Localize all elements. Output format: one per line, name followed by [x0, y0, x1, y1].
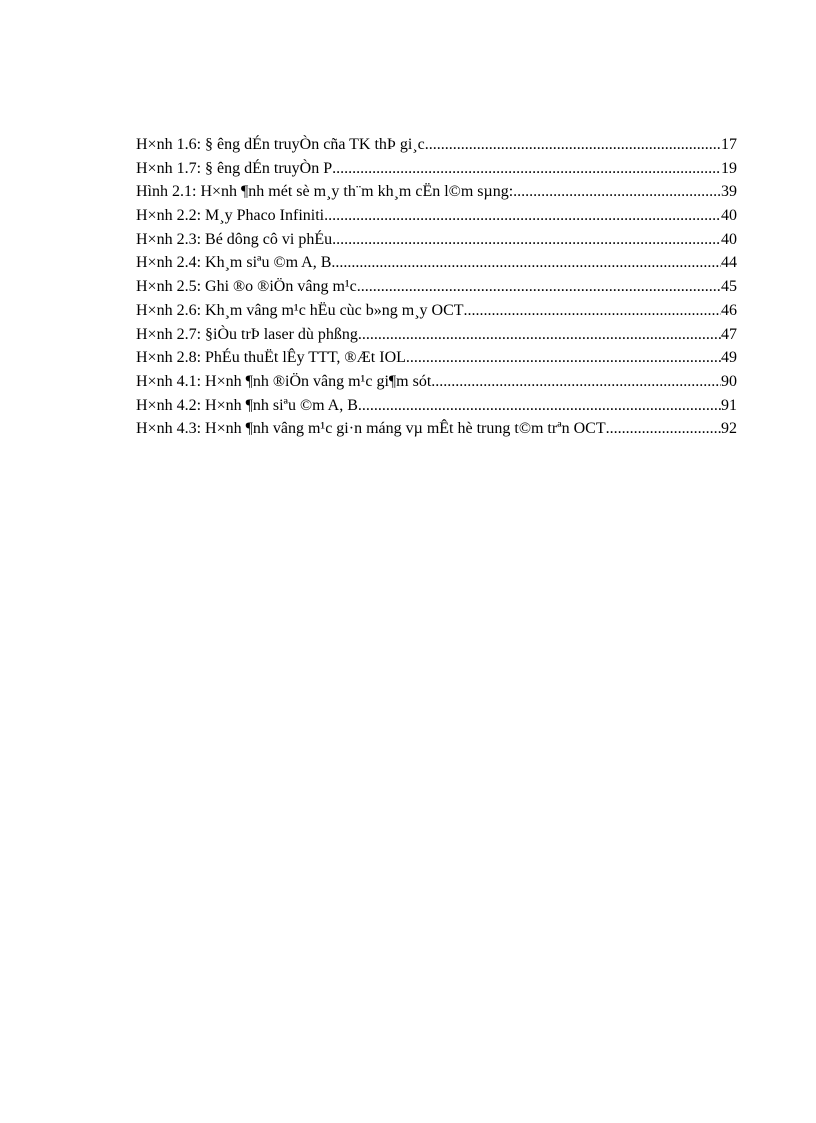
dot-leader	[324, 204, 721, 228]
dot-leader	[331, 251, 721, 275]
figure-page-number: 49	[721, 349, 737, 367]
figure-title: H×nh 2.7: §iÒu trÞ laser dù phßng	[136, 325, 358, 343]
figure-title: H×nh 1.7: § êng dÉn truyÒn P	[136, 159, 333, 177]
figure-page-number: 47	[721, 325, 737, 343]
dot-leader	[425, 133, 721, 157]
dot-leader	[358, 394, 721, 418]
figure-page-number: 92	[721, 420, 737, 438]
figure-entry	[136, 204, 737, 228]
figure-title: H×nh 2.3: Bé dông cô vi phÉu	[136, 230, 333, 248]
figure-entry	[136, 251, 737, 275]
list-of-figures	[136, 133, 737, 441]
figure-page-number: 46	[721, 301, 737, 319]
figure-title: H×nh 4.3: H×nh ¶nh vâng m¹c gi·n máng vµ mÊt hè trung t©m trªn OCT	[136, 420, 606, 438]
figure-page-number: 91	[721, 396, 737, 414]
dot-leader	[357, 275, 721, 299]
figure-entry	[136, 228, 737, 252]
figure-page-number: 40	[721, 207, 737, 225]
figure-entry	[136, 417, 737, 441]
figure-title: H×nh 2.2: M¸y Phaco Infiniti	[136, 207, 325, 225]
dot-leader	[513, 180, 721, 204]
figure-page-number: 19	[721, 159, 737, 177]
figure-entry	[136, 299, 737, 323]
dot-leader	[464, 299, 721, 323]
figure-title: H×nh 2.5: Ghi ®o ®iÖn vâng m¹c	[136, 278, 357, 296]
figure-page-number: 17	[721, 136, 737, 153]
figure-entry	[136, 275, 737, 299]
figure-title: H×nh 1.6: § êng dÉn truyÒn cña TK thÞ gi¸c	[136, 136, 425, 153]
figure-title: H×nh 2.6: Kh¸m vâng m¹c hËu cùc b»ng m¸y OCT	[136, 301, 464, 319]
figure-title: Hình 2.1: H×nh ¶nh mét sè m¸y th¨m kh¸m cËn l©m sµng:	[136, 183, 514, 201]
figure-entry	[136, 180, 737, 204]
figure-page-number: 44	[721, 254, 737, 272]
dot-leader	[406, 346, 721, 370]
figure-entry	[136, 157, 737, 181]
figure-page-number: 39	[721, 183, 737, 201]
figure-page-number: 45	[721, 278, 737, 296]
dot-leader	[431, 370, 721, 394]
figure-entry	[136, 346, 737, 370]
figure-page-number: 40	[721, 230, 737, 248]
figure-title: H×nh 2.4: Kh¸m siªu ©m A, B	[136, 254, 332, 272]
figure-page-number: 90	[721, 372, 737, 390]
figure-title: H×nh 4.2: H×nh ¶nh siªu ©m A, B	[136, 396, 358, 414]
figure-title: H×nh 2.8: PhÉu thuËt lÊy TTT, ®Æt IOL	[136, 349, 406, 367]
figure-entry	[136, 394, 737, 418]
figure-entry	[136, 323, 737, 347]
dot-leader	[332, 157, 721, 181]
figure-entry	[136, 370, 737, 394]
dot-leader	[358, 323, 721, 347]
dot-leader	[606, 417, 721, 441]
figure-entry	[136, 133, 737, 157]
figure-title: H×nh 4.1: H×nh ¶nh ®iÖn vâng m¹c gi¶m sót	[136, 372, 432, 390]
dot-leader	[332, 228, 721, 252]
